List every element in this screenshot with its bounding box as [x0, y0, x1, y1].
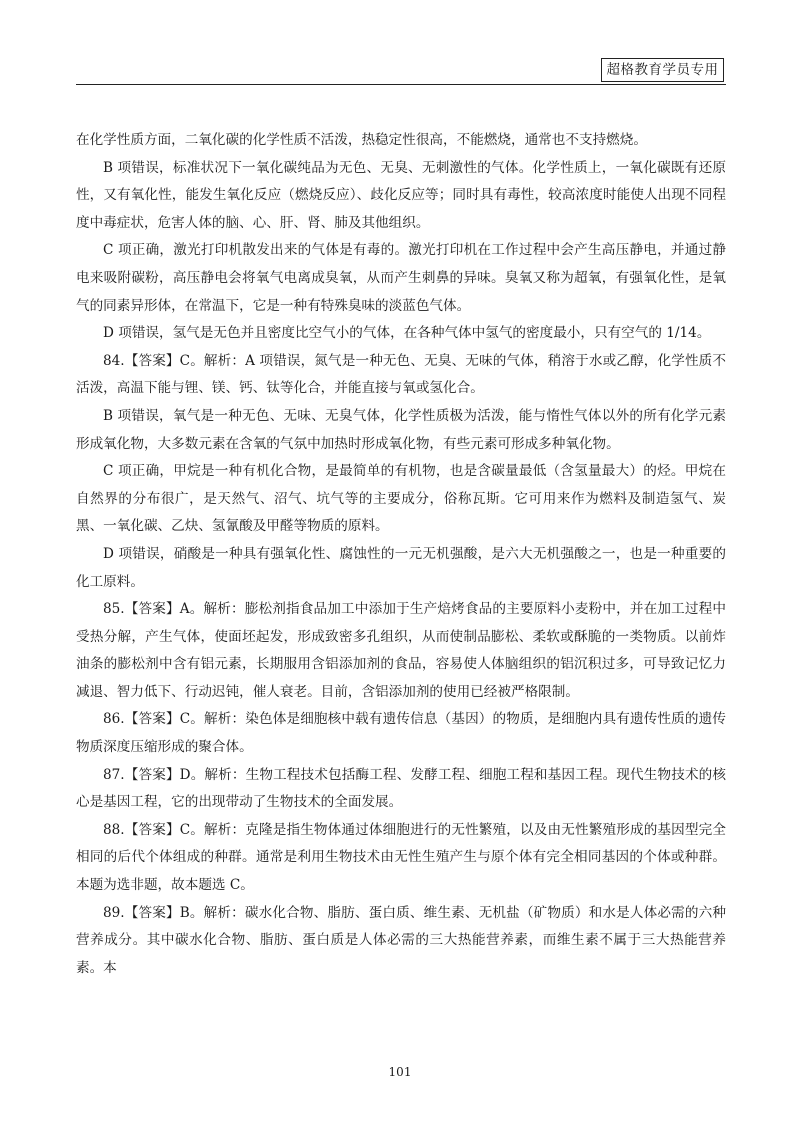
paragraph: 85.【答案】A。解析：膨松剂指食品加工中添加于生产焙烤食品的主要原料小麦粉中，并在加工过程中受热分解，产生气体，使面坯起发，形成致密多孔组织，从而使制品膨松、柔软或酥脆的一类物质。以前炸油条的膨松剂中含有铝元素，长期服用含铝添加剂的食品，容易使人体脑组织的铝沉积过多，可导致记忆力减退、智力低下、行动迟钝，催人衰老。目前，含铝添加剂的使用已经被严格限制。	[76, 601, 726, 700]
header-label: 超格教育学员专用	[601, 58, 724, 82]
paragraph: 89.【答案】B。解析：碳水化合物、脂肪、蛋白质、维生素、无机盐（矿物质）和水是人体必需的六种营养成分。其中碳水化合物、脂肪、蛋白质是人体必需的三大热能营养素，而维生素不属于三大热能营养素。本	[76, 904, 726, 976]
paragraph: 87.【答案】D。解析：生物工程技术包括酶工程、发酵工程、细胞工程和基因工程。现代生物技术的核心是基因工程，它的出现带动了生物技术的全面发展。	[76, 766, 726, 811]
paragraph: D 项错误，氢气是无色并且密度比空气小的气体，在各种气体中氢气的密度最小，只有空气的 1/14。	[103, 325, 711, 342]
paragraph: D 项错误，硝酸是一种具有强氧化性、腐蚀性的一元无机强酸，是六大无机强酸之一，也是一种重要的化工原料。	[76, 545, 726, 590]
body-text	[76, 127, 726, 982]
paragraph: 84.【答案】C。解析：A 项错误，氮气是一种无色、无臭、无味的气体，稍溶于水或乙醇，化学性质不活泼，高温下能与锂、镁、钙、钛等化合，并能直接与氧或氢化合。	[76, 352, 726, 397]
page-number: 101	[388, 1065, 412, 1079]
paragraph: B 项错误，氧气是一种无色、无味、无臭气体，化学性质极为活泼，能与惰性气体以外的所有化学元素形成氧化物，大多数元素在含氧的气氛中加热时形成氧化物，有些元素可形成多种氧化物。	[76, 407, 726, 452]
paragraph: 在化学性质方面，二氧化碳的化学性质不活泼，热稳定性很高，不能燃烧，通常也不支持燃烧。	[76, 132, 647, 148]
paragraph: 86.【答案】C。解析：染色体是细胞核中载有遗传信息（基因）的物质，是细胞内具有遗传性质的遗传物质深度压缩形成的聚合体。	[76, 711, 726, 756]
paragraph: C 项正确，激光打印机散发出来的气体是有毒的。激光打印机在工作过程中会产生高压静电，并通过静电来吸附碳粉，高压静电会将氧气电离成臭氧，从而产生刺鼻的异味。臭氧又称为超氧，有强氧化性，是氧气的同素异形体，在常温下，它是一种有特殊臭味的淡蓝色气体。	[76, 242, 726, 314]
paragraph: C 项正确，甲烷是一种有机化合物，是最简单的有机物，也是含碳量最低（含氢量最大）的烃。甲烷在自然界的分布很广，是天然气、沼气、坑气等的主要成分，俗称瓦斯。它可用来作为燃料及制造氢气、炭黑、一氧化碳、乙炔、氢氰酸及甲醛等物质的原料。	[76, 463, 726, 535]
paragraph: B 项错误，标准状况下一氧化碳纯品为无色、无臭、无刺激性的气体。化学性质上，一氧化碳既有还原性，又有氧化性，能发生氧化反应（燃烧反应）、歧化反应等；同时具有毒性，较高浓度时能使人出现不同程度中毒症状，危害人体的脑、心、肝、肾、肺及其他组织。	[76, 159, 726, 231]
paragraph: 88.【答案】C。解析：克隆是指生物体通过体细胞进行的无性繁殖，以及由无性繁殖形成的基因型完全相同的后代个体组成的种群。通常是利用生物技术由无性生殖产生与原个体有完全相同基因的个体或种群。本题为选非题，故本题选 C。	[76, 821, 726, 894]
header-rule	[76, 84, 726, 85]
